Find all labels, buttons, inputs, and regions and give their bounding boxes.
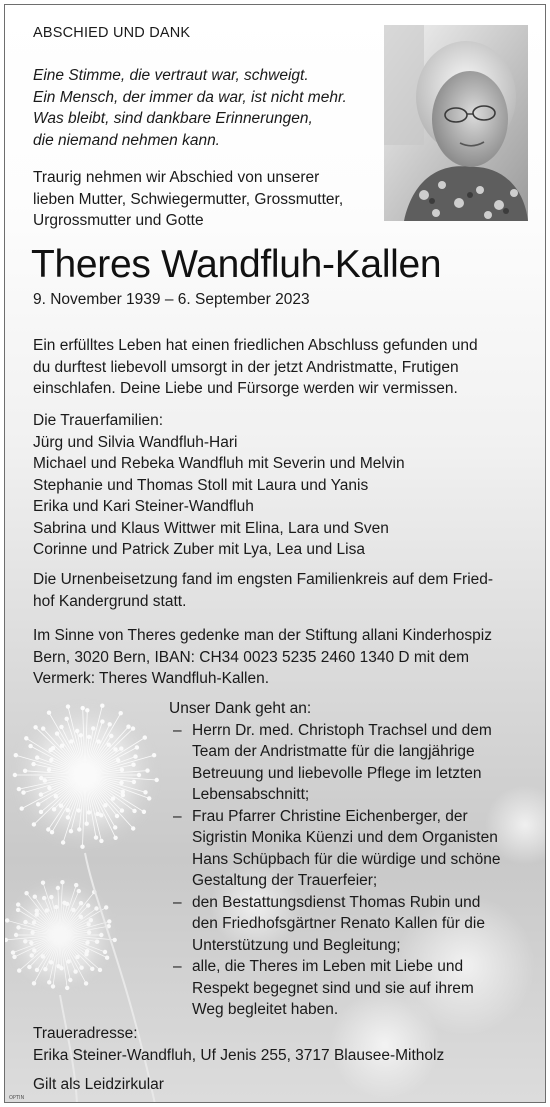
intro-text bbox=[33, 167, 373, 232]
thanks-list bbox=[169, 720, 539, 1021]
dash-bullet: – bbox=[173, 958, 182, 975]
dandelion-large bbox=[7, 697, 163, 853]
thanks-line: Respekt begegnet sind und sie auf ihrem bbox=[192, 979, 474, 997]
obituary-notice bbox=[4, 4, 546, 1103]
thanks-line: Hans Schüpbach für die würdige und schöne bbox=[192, 850, 501, 868]
dash-bullet: – bbox=[173, 893, 182, 911]
donation-paragraph bbox=[33, 625, 533, 690]
family-member: Jürg und Silvia Wandfluh-Hari bbox=[33, 433, 238, 451]
thanks-heading: Unser Dank geht an: bbox=[169, 700, 312, 717]
farewell-line: einschlafen. Deine Liebe und Fürsorge werden wir vermissen. bbox=[33, 380, 458, 397]
farewell-paragraph bbox=[33, 335, 533, 400]
thanks-line: Weg begleitet haben. bbox=[192, 1001, 339, 1018]
family-member: Corinne und Patrick Zuber mit Lya, Lea und Lisa bbox=[33, 541, 365, 558]
intro-line: Traurig nehmen wir Abschied von unserer bbox=[33, 169, 320, 186]
deceased-name: Theres Wandfluh-Kallen bbox=[31, 243, 442, 286]
thanks-item bbox=[169, 892, 539, 957]
thanks-line: Herrn Dr. med. Christoph Trachsel und dem bbox=[192, 721, 492, 739]
thanks-line: Gestaltung der Trauerfeier; bbox=[192, 872, 378, 889]
family-member: Michael und Rebeka Wandfluh mit Severin und Melvin bbox=[33, 455, 405, 472]
donation-line: Im Sinne von Theres gedenke man der Stiftung allani Kinderhospiz bbox=[33, 627, 492, 644]
burial-line: Die Urnenbeisetzung fand im engsten Familienkreis auf dem Fried- bbox=[33, 571, 494, 588]
mourning-address bbox=[33, 1023, 444, 1067]
thanks-line: den Friedhofsgärtner Renato Kallen für die bbox=[192, 915, 485, 932]
thanks-line: Betreuung und liebevolle Pflege im letzten bbox=[192, 764, 482, 782]
intro-line: lieben Mutter, Schwiegermutter, Grossmutter, bbox=[33, 190, 344, 208]
burial-line: hof Kandergrund statt. bbox=[33, 592, 187, 610]
donation-line: Vermerk: Theres Wandfluh-Kallen. bbox=[33, 670, 270, 687]
poem-line: Ein Mensch, der immer da war, ist nicht mehr. bbox=[33, 88, 347, 106]
poem bbox=[33, 65, 347, 151]
thanks-line: alle, die Theres im Leben mit Liebe und bbox=[192, 958, 464, 975]
thanks-line: Lebensabschnitt; bbox=[192, 786, 310, 803]
thanks-line: Unterstützung und Begleitung; bbox=[192, 936, 401, 954]
address-label: Traueradresse: bbox=[33, 1025, 138, 1042]
thanks-line: Team der Andristmatte für die langjährige bbox=[192, 743, 475, 760]
intro-line: Urgrossmutter und Gotte bbox=[33, 212, 204, 229]
notice-title: ABSCHIED UND DANK bbox=[33, 25, 191, 41]
poem-line: die niemand nehmen kann. bbox=[33, 131, 220, 149]
thanks-line: den Bestattungsdienst Thomas Rubin und bbox=[192, 893, 481, 911]
circular-note: Gilt als Leidzirkular bbox=[33, 1076, 164, 1093]
farewell-line: Ein erfülltes Leben hat einen friedlichen Abschluss gefunden und bbox=[33, 337, 478, 354]
family-member: Stephanie und Thomas Stoll mit Laura und Yanis bbox=[33, 476, 369, 494]
thanks-item bbox=[169, 956, 539, 1021]
family-member: Erika und Kari Steiner-Wandfluh bbox=[33, 498, 254, 515]
thanks-item bbox=[169, 720, 539, 806]
thanks-section bbox=[169, 698, 539, 1021]
portrait-photo bbox=[384, 25, 528, 221]
poem-line: Was bleibt, sind dankbare Erinnerungen, bbox=[33, 110, 313, 127]
families-heading: Die Trauerfamilien: bbox=[33, 412, 164, 429]
dash-bullet: – bbox=[173, 721, 182, 739]
mourning-families bbox=[33, 410, 533, 561]
thanks-line: Frau Pfarrer Christine Eichenberger, der bbox=[192, 807, 468, 825]
donation-line: Bern, 3020 Bern, IBAN: CH34 0023 5235 2460 1340 D mit dem bbox=[33, 648, 469, 666]
dandelion-small bbox=[5, 875, 120, 995]
thanks-item bbox=[169, 806, 539, 892]
thanks-line: Sigristin Monika Küenzi und dem Organisten bbox=[192, 829, 498, 846]
family-member: Sabrina und Klaus Wittwer mit Elina, Lara und Sven bbox=[33, 519, 389, 537]
poem-line: Eine Stimme, die vertraut war, schweigt. bbox=[33, 67, 309, 84]
life-dates: 9. November 1939 – 6. September 2023 bbox=[33, 291, 310, 308]
burial-paragraph bbox=[33, 569, 533, 612]
dash-bullet: – bbox=[173, 807, 182, 825]
farewell-line: du durftest liebevoll umsorgt in der jetzt Andristmatte, Frutigen bbox=[33, 358, 459, 376]
address-value: Erika Steiner-Wandfluh, Uf Jenis 255, 3717 Blausee-Mitholz bbox=[33, 1047, 445, 1064]
photo-credit: OPTIN bbox=[9, 1095, 25, 1101]
